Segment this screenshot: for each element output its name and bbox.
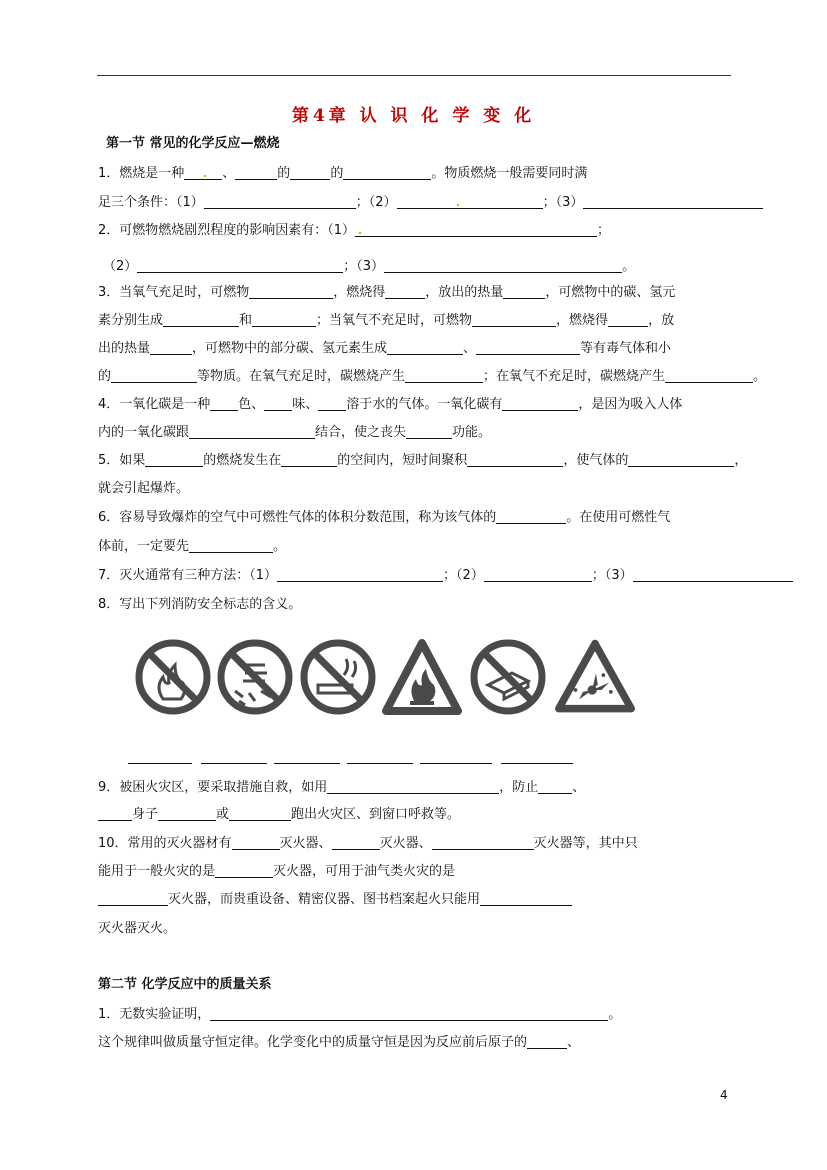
blank[interactable] bbox=[163, 313, 239, 327]
blank[interactable] bbox=[281, 453, 337, 467]
blank[interactable] bbox=[484, 568, 592, 582]
sign-answer-blank-1[interactable] bbox=[128, 763, 192, 764]
question-7-line: 7．灭火通常有三种方法：（1） ；（2） ；（3） bbox=[98, 567, 793, 585]
no-open-flame-sign bbox=[133, 635, 213, 719]
blank[interactable] bbox=[137, 259, 343, 273]
blank[interactable] bbox=[628, 453, 734, 467]
blank[interactable] bbox=[158, 807, 216, 821]
blank[interactable] bbox=[290, 166, 330, 180]
safety-signs-row bbox=[130, 635, 650, 720]
blank[interactable] bbox=[467, 453, 563, 467]
question-5-line-1: 5．如果 的燃烧发生在 的空间内，短时间聚积 ，使气体的 ， bbox=[98, 453, 748, 468]
page-number: 4 bbox=[720, 1088, 728, 1102]
blank[interactable] bbox=[355, 223, 597, 237]
sign-answer-blank-6[interactable] bbox=[501, 763, 573, 764]
blank[interactable] bbox=[252, 313, 316, 327]
question-10-line-2: 能用于一般火灾的是 灭火器，可用于油气类火灾的是 bbox=[98, 864, 456, 879]
question-3-line-2: 素分别生成 和 ；当氧气不充足时，可燃物 ，燃烧得 ，放 bbox=[98, 313, 675, 328]
blank[interactable] bbox=[527, 1035, 567, 1049]
blank[interactable] bbox=[502, 397, 578, 411]
blank[interactable] bbox=[332, 836, 380, 850]
blank[interactable] bbox=[210, 1007, 608, 1021]
blank[interactable] bbox=[538, 780, 572, 794]
blank[interactable] bbox=[608, 313, 648, 327]
no-fireworks-sign bbox=[215, 635, 295, 719]
section2-question-1-line-2: 这个规律叫做质量守恒定律。化学变化中的质量守恒是因为反应前后原子的 、 bbox=[98, 1035, 581, 1050]
question-2-line-1: 2．可燃物燃烧剧烈程度的影响因素有：（1） ； bbox=[98, 223, 611, 238]
blank[interactable] bbox=[476, 341, 580, 355]
sign-answer-blank-3[interactable] bbox=[274, 763, 340, 764]
question-3-line-1: 3．当氧气充足时，可燃物 ，燃烧得 ，放出的热量 ，可燃物中的碳、氢元 bbox=[98, 285, 676, 300]
question-10-line-3: 灭火器，而贵重设备、精密仪器、图书档案起火只能用 bbox=[98, 891, 572, 909]
blank[interactable] bbox=[277, 568, 443, 582]
blank[interactable] bbox=[264, 397, 292, 411]
blank[interactable] bbox=[496, 510, 566, 524]
flammable-warning-sign bbox=[382, 635, 462, 719]
question-5-line-2: 就会引起爆炸。 bbox=[98, 481, 190, 496]
blank[interactable] bbox=[98, 892, 168, 906]
blank[interactable] bbox=[145, 453, 203, 467]
question-10-line-4: 灭火器灭火。 bbox=[98, 921, 177, 936]
blank[interactable] bbox=[480, 892, 572, 906]
blank[interactable] bbox=[633, 568, 793, 582]
section2-question-1-line-1: 1．无数实验证明， 。 bbox=[98, 1007, 622, 1022]
blank[interactable] bbox=[111, 369, 197, 383]
question-3-line-3: 出的热量 ，可燃物中的部分碳、氢元素生成 、 等有毒气体和小 bbox=[98, 341, 672, 356]
sign-answer-blank-2[interactable] bbox=[201, 763, 267, 764]
explosive-warning-sign bbox=[555, 635, 635, 719]
blank[interactable] bbox=[432, 836, 534, 850]
blank[interactable] bbox=[384, 259, 622, 273]
question-6-line-2: 体前，一定要先 。 bbox=[98, 539, 287, 554]
question-6-line-1: 6．容易导致爆炸的空气中可燃性气体的体积分数范围，称为该气体的 。在使用可燃性气 bbox=[98, 510, 671, 525]
section1-title: 第一节 常见的化学反应—燃烧 bbox=[106, 136, 280, 151]
blank[interactable] bbox=[232, 836, 280, 850]
blank[interactable] bbox=[210, 397, 238, 411]
blank[interactable] bbox=[235, 166, 277, 180]
question-4-line-1: 4．一氧化碳是一种 色、 味、 溶于水的气体。一氧化碳有 ，是因为吸入人体 bbox=[98, 397, 683, 412]
blank[interactable] bbox=[189, 539, 273, 553]
blank[interactable] bbox=[150, 341, 192, 355]
blank[interactable] bbox=[98, 807, 132, 821]
question-3-line-4: 的 等物质。在氧气充足时，碳燃烧产生 ；在氧气不充足时，碳燃烧产生 。 bbox=[98, 369, 767, 384]
question-4-line-2: 内的一氧化碳跟 结合，使之丧失 功能。 bbox=[98, 425, 492, 440]
header-rule bbox=[97, 75, 731, 76]
blank[interactable] bbox=[387, 341, 463, 355]
blank[interactable] bbox=[405, 369, 483, 383]
blank[interactable] bbox=[204, 195, 356, 209]
blank[interactable] bbox=[343, 166, 431, 180]
section2-title: 第二节 化学反应中的质量关系 bbox=[98, 977, 272, 992]
blank[interactable] bbox=[229, 807, 291, 821]
no-matches-sign bbox=[468, 635, 548, 719]
blank[interactable] bbox=[184, 166, 222, 180]
question-1-line-1: 1．燃烧是一种 、 的 的 。物质燃烧一般需要同时满 bbox=[98, 166, 588, 181]
blank[interactable] bbox=[189, 425, 315, 439]
blank[interactable] bbox=[583, 195, 763, 209]
sign-answer-blank-4[interactable] bbox=[347, 763, 413, 764]
no-smoking-sign bbox=[298, 635, 378, 719]
question-9-line-2: 身子 或 跑出火灾区、到窗口呼救等。 bbox=[98, 806, 460, 824]
question-9-line-1: 9．被困火灾区，要采取措施自救，如用 ，防止 、 bbox=[98, 780, 586, 795]
chapter-title: 第4章 认 识 化 学 变 化 bbox=[291, 106, 536, 126]
sign-answer-blank-5[interactable] bbox=[420, 763, 492, 764]
blank[interactable] bbox=[503, 285, 545, 299]
question-10-line-1: 10．常用的灭火器材有 灭火器、 灭火器、 灭火器等，其中只 bbox=[98, 836, 638, 851]
blank[interactable] bbox=[215, 864, 273, 878]
question-2-line-2: （2） ；（3） 。 bbox=[103, 259, 636, 274]
blank[interactable] bbox=[249, 285, 333, 299]
blank[interactable] bbox=[406, 425, 452, 439]
blank[interactable] bbox=[665, 369, 753, 383]
blank[interactable] bbox=[472, 313, 556, 327]
blank[interactable] bbox=[327, 780, 499, 794]
blank[interactable] bbox=[397, 195, 543, 209]
question-8-line: 8．写出下列消防安全标志的含义。 bbox=[98, 597, 302, 612]
question-1-line-2: 足三个条件：（1） ；（2） ；（3） bbox=[98, 194, 763, 212]
blank[interactable] bbox=[318, 397, 346, 411]
blank[interactable] bbox=[385, 285, 425, 299]
